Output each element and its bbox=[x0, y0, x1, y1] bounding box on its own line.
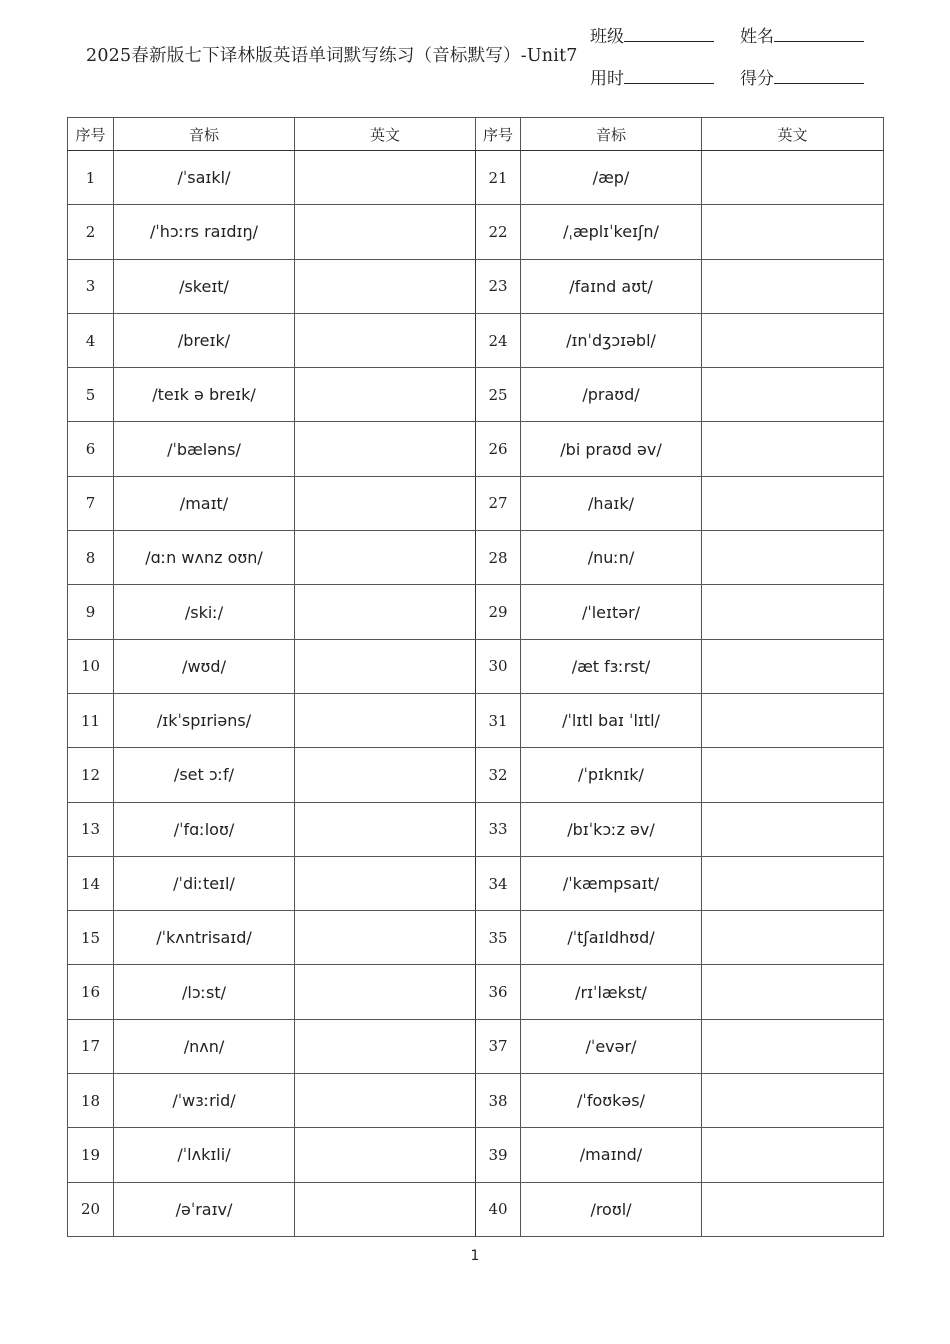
english-answer-cell[interactable] bbox=[702, 639, 884, 693]
index-cell: 37 bbox=[476, 1019, 521, 1073]
index-cell: 17 bbox=[68, 1019, 114, 1073]
english-answer-cell[interactable] bbox=[295, 802, 476, 856]
index-cell: 10 bbox=[68, 639, 114, 693]
index-cell: 18 bbox=[68, 1074, 114, 1128]
index-cell: 31 bbox=[476, 693, 521, 747]
phonetic-cell: /ˈpɪknɪk/ bbox=[521, 748, 702, 802]
phonetic-cell: /ˈfoʊkəs/ bbox=[521, 1074, 702, 1128]
phonetic-cell: /skeɪt/ bbox=[114, 259, 295, 313]
time-label: 用时 bbox=[590, 69, 624, 89]
english-answer-cell[interactable] bbox=[295, 965, 476, 1019]
english-answer-cell[interactable] bbox=[702, 802, 884, 856]
phonetic-cell: /ˈdiːteɪl/ bbox=[114, 856, 295, 910]
index-cell: 35 bbox=[476, 911, 521, 965]
table-row bbox=[68, 205, 884, 259]
phonetic-cell: /ˈbæləns/ bbox=[114, 422, 295, 476]
english-answer-cell[interactable] bbox=[295, 585, 476, 639]
english-answer-cell[interactable] bbox=[702, 1182, 884, 1236]
header-phonetic-right: 音标 bbox=[521, 118, 702, 151]
score-blank-line[interactable] bbox=[774, 68, 864, 84]
class-label: 班级 bbox=[590, 27, 624, 47]
english-answer-cell[interactable] bbox=[295, 1019, 476, 1073]
phonetic-cell: /bɪˈkɔːz əv/ bbox=[521, 802, 702, 856]
index-cell: 13 bbox=[68, 802, 114, 856]
page-title: 2025春新版七下译林版英语单词默写练习（音标默写）-Unit7 bbox=[86, 46, 578, 66]
index-cell: 20 bbox=[68, 1182, 114, 1236]
index-cell: 39 bbox=[476, 1128, 521, 1182]
phonetic-cell: /set ɔːf/ bbox=[114, 748, 295, 802]
table-row bbox=[68, 368, 884, 422]
table-row bbox=[68, 639, 884, 693]
index-cell: 7 bbox=[68, 476, 114, 530]
phonetic-cell: /nuːn/ bbox=[521, 531, 702, 585]
phonetic-cell: /lɔːst/ bbox=[114, 965, 295, 1019]
name-field[interactable] bbox=[740, 22, 864, 47]
english-answer-cell[interactable] bbox=[702, 422, 884, 476]
table-row bbox=[68, 259, 884, 313]
table-header-row bbox=[68, 118, 884, 151]
index-cell: 24 bbox=[476, 313, 521, 367]
english-answer-cell[interactable] bbox=[702, 313, 884, 367]
table-row bbox=[68, 1019, 884, 1073]
phonetic-cell: /ɪnˈdʒɔɪəbl/ bbox=[521, 313, 702, 367]
english-answer-cell[interactable] bbox=[295, 1182, 476, 1236]
english-answer-cell[interactable] bbox=[702, 585, 884, 639]
phonetic-cell: /ɪkˈspɪriəns/ bbox=[114, 693, 295, 747]
english-answer-cell[interactable] bbox=[295, 368, 476, 422]
phonetic-cell: /faɪnd aʊt/ bbox=[521, 259, 702, 313]
english-answer-cell[interactable] bbox=[702, 259, 884, 313]
index-cell: 8 bbox=[68, 531, 114, 585]
phonetic-cell: /ˈlʌkɪli/ bbox=[114, 1128, 295, 1182]
phonetic-cell: /skiː/ bbox=[114, 585, 295, 639]
phonetic-cell: /ˈkʌntrisaɪd/ bbox=[114, 911, 295, 965]
page-number: 1 bbox=[470, 1248, 480, 1264]
phonetic-cell: /ˈtʃaɪldhʊd/ bbox=[521, 911, 702, 965]
name-label: 姓名 bbox=[740, 27, 774, 47]
table-row bbox=[68, 531, 884, 585]
phonetic-cell: /ˈsaɪkl/ bbox=[114, 151, 295, 205]
english-answer-cell[interactable] bbox=[295, 911, 476, 965]
index-cell: 38 bbox=[476, 1074, 521, 1128]
index-cell: 36 bbox=[476, 965, 521, 1019]
index-cell: 32 bbox=[476, 748, 521, 802]
english-answer-cell[interactable] bbox=[702, 368, 884, 422]
index-cell: 5 bbox=[68, 368, 114, 422]
index-cell: 22 bbox=[476, 205, 521, 259]
table-row bbox=[68, 911, 884, 965]
phonetic-cell: /ˈlɪtl baɪ ˈlɪtl/ bbox=[521, 693, 702, 747]
index-cell: 27 bbox=[476, 476, 521, 530]
phonetic-cell: /teɪk ə breɪk/ bbox=[114, 368, 295, 422]
index-cell: 34 bbox=[476, 856, 521, 910]
english-answer-cell[interactable] bbox=[295, 856, 476, 910]
english-answer-cell[interactable] bbox=[702, 856, 884, 910]
english-answer-cell[interactable] bbox=[295, 1074, 476, 1128]
english-answer-cell[interactable] bbox=[295, 531, 476, 585]
phonetic-cell: /maɪnd/ bbox=[521, 1128, 702, 1182]
phonetic-cell: /haɪk/ bbox=[521, 476, 702, 530]
phonetic-cell: /æt fɜːrst/ bbox=[521, 639, 702, 693]
table-row bbox=[68, 1128, 884, 1182]
header-phonetic-left: 音标 bbox=[114, 118, 295, 151]
english-answer-cell[interactable] bbox=[295, 693, 476, 747]
table-row bbox=[68, 422, 884, 476]
index-cell: 25 bbox=[476, 368, 521, 422]
score-label: 得分 bbox=[740, 69, 774, 89]
phonetic-cell: /bi praʊd əv/ bbox=[521, 422, 702, 476]
phonetic-cell: /roʊl/ bbox=[521, 1182, 702, 1236]
english-answer-cell[interactable] bbox=[702, 151, 884, 205]
phonetic-cell: /ˈfɑːloʊ/ bbox=[114, 802, 295, 856]
index-cell: 12 bbox=[68, 748, 114, 802]
english-answer-cell[interactable] bbox=[295, 259, 476, 313]
phonetic-cell: /ˈwɜːrid/ bbox=[114, 1074, 295, 1128]
english-answer-cell[interactable] bbox=[295, 151, 476, 205]
phonetic-cell: /wʊd/ bbox=[114, 639, 295, 693]
table-row bbox=[68, 856, 884, 910]
phonetic-cell: /breɪk/ bbox=[114, 313, 295, 367]
phonetic-cell: /nʌn/ bbox=[114, 1019, 295, 1073]
header-english-left: 英文 bbox=[295, 118, 476, 151]
header-english-right: 英文 bbox=[702, 118, 884, 151]
english-answer-cell[interactable] bbox=[295, 476, 476, 530]
english-answer-cell[interactable] bbox=[295, 313, 476, 367]
phonetic-cell: /ˈevər/ bbox=[521, 1019, 702, 1073]
table-row bbox=[68, 151, 884, 205]
index-cell: 16 bbox=[68, 965, 114, 1019]
index-cell: 6 bbox=[68, 422, 114, 476]
table-row bbox=[68, 748, 884, 802]
index-cell: 4 bbox=[68, 313, 114, 367]
time-blank-line[interactable] bbox=[624, 68, 714, 84]
english-answer-cell[interactable] bbox=[295, 1128, 476, 1182]
table-row bbox=[68, 313, 884, 367]
table-row bbox=[68, 476, 884, 530]
name-blank-line[interactable] bbox=[774, 26, 864, 42]
time-field[interactable] bbox=[590, 64, 714, 89]
index-cell: 11 bbox=[68, 693, 114, 747]
english-answer-cell[interactable] bbox=[702, 748, 884, 802]
table-row bbox=[68, 1074, 884, 1128]
phonetic-cell: /ˌæplɪˈkeɪʃn/ bbox=[521, 205, 702, 259]
table-row bbox=[68, 965, 884, 1019]
phonetic-cell: /əˈraɪv/ bbox=[114, 1182, 295, 1236]
table-row bbox=[68, 693, 884, 747]
index-cell: 2 bbox=[68, 205, 114, 259]
english-answer-cell[interactable] bbox=[702, 476, 884, 530]
english-answer-cell[interactable] bbox=[702, 1074, 884, 1128]
header-index-right: 序号 bbox=[476, 118, 521, 151]
table-row bbox=[68, 802, 884, 856]
index-cell: 40 bbox=[476, 1182, 521, 1236]
index-cell: 30 bbox=[476, 639, 521, 693]
dictation-table bbox=[67, 117, 884, 1237]
english-answer-cell[interactable] bbox=[295, 205, 476, 259]
phonetic-cell: /æp/ bbox=[521, 151, 702, 205]
header-index-left: 序号 bbox=[68, 118, 114, 151]
table-row bbox=[68, 1182, 884, 1236]
english-answer-cell[interactable] bbox=[702, 531, 884, 585]
class-blank-line[interactable] bbox=[624, 26, 714, 42]
english-answer-cell[interactable] bbox=[702, 911, 884, 965]
english-answer-cell[interactable] bbox=[295, 639, 476, 693]
phonetic-cell: /ˈhɔːrs raɪdɪŋ/ bbox=[114, 205, 295, 259]
index-cell: 19 bbox=[68, 1128, 114, 1182]
phonetic-cell: /ˈkæmpsaɪt/ bbox=[521, 856, 702, 910]
index-cell: 15 bbox=[68, 911, 114, 965]
english-answer-cell[interactable] bbox=[702, 1128, 884, 1182]
english-answer-cell[interactable] bbox=[702, 1019, 884, 1073]
index-cell: 33 bbox=[476, 802, 521, 856]
class-field[interactable] bbox=[590, 22, 714, 47]
index-cell: 3 bbox=[68, 259, 114, 313]
phonetic-cell: /praʊd/ bbox=[521, 368, 702, 422]
index-cell: 14 bbox=[68, 856, 114, 910]
index-cell: 1 bbox=[68, 151, 114, 205]
table-row bbox=[68, 585, 884, 639]
index-cell: 28 bbox=[476, 531, 521, 585]
english-answer-cell[interactable] bbox=[702, 965, 884, 1019]
phonetic-cell: /rɪˈlækst/ bbox=[521, 965, 702, 1019]
phonetic-cell: /ɑːn wʌnz oʊn/ bbox=[114, 531, 295, 585]
index-cell: 23 bbox=[476, 259, 521, 313]
phonetic-cell: /ˈleɪtər/ bbox=[521, 585, 702, 639]
index-cell: 9 bbox=[68, 585, 114, 639]
index-cell: 21 bbox=[476, 151, 521, 205]
index-cell: 29 bbox=[476, 585, 521, 639]
english-answer-cell[interactable] bbox=[702, 205, 884, 259]
english-answer-cell[interactable] bbox=[295, 748, 476, 802]
english-answer-cell[interactable] bbox=[702, 693, 884, 747]
english-answer-cell[interactable] bbox=[295, 422, 476, 476]
index-cell: 26 bbox=[476, 422, 521, 476]
score-field[interactable] bbox=[740, 64, 864, 89]
phonetic-cell: /maɪt/ bbox=[114, 476, 295, 530]
